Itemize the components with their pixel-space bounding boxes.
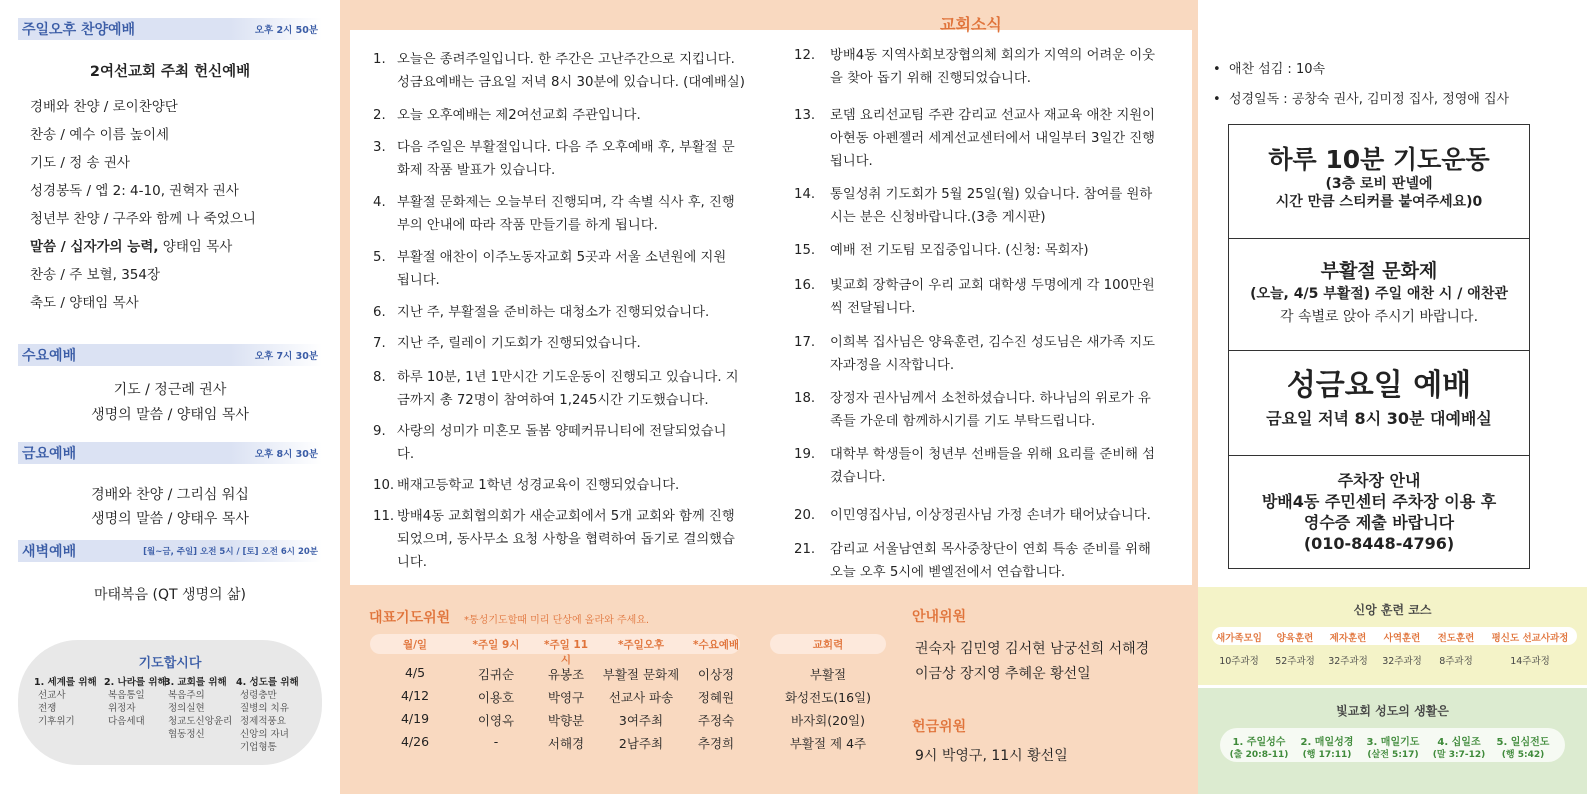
news-item-line: 다. [397,447,415,462]
sermon-title: 말씀 / 십자가의 능력, [30,239,159,255]
member-life-ref: (살전 5:17) [1367,750,1419,760]
prayer-topic-world [34,676,97,728]
news-item-line: 니다. [397,555,427,570]
news-item-line: 겼습니다. [830,470,886,485]
news-item-line: 이희복 집사님은 양육훈련, 김수진 성도님은 새가족 지도 [830,335,1156,350]
prayer-leaders-title: 대표기도위원 [369,610,451,626]
table-cell: 4/26 [400,734,430,749]
table-cell: 정혜원 [697,690,735,705]
table-cell: - [493,734,499,749]
news-item-number: 4. [373,195,386,210]
training-course-name: 제자훈련 [1329,633,1367,644]
friday-worship-header [18,442,322,464]
news-item-line: 감리교 서울남연회 목사중창단이 연회 특송 준비를 위해 [830,542,1151,557]
table-cell: 이용호 [477,690,515,705]
table-cell: 바자회(20일) [791,713,865,728]
prayer-line: 다음세대 [108,716,145,727]
table-header-cell: 교회력 [812,639,844,651]
order-item: 경배와 찬양 / 로이찬양단 [30,99,178,115]
prayer-topic-head: 2. 나라를 위해 [104,677,167,688]
news-item-line: 하루 10분, 1년 1만시간 기도운동이 진행되고 있습니다. 지 [397,370,739,385]
prayer-movement-title: 하루 10분 기도운동 [1268,145,1490,174]
news-item-number: 10. [373,478,395,493]
news-item-number: 1. [373,52,386,67]
news-item-number: 13. [794,108,816,123]
news-item [373,136,765,182]
news-item [794,44,1184,90]
prayer-line: 선교사 [38,690,66,701]
news-item-line: 화제 작품 발표가 있습니다. [397,163,556,178]
member-life-ref: (행 5:42) [1501,750,1545,760]
news-item [373,301,765,324]
order-item: 기도 / 정 송 권사 [30,155,130,171]
news-item-line: 됩니다. [830,154,873,169]
news-item-line: 오늘은 종려주일입니다. 한 주간은 고난주간으로 지킵니다. [397,52,735,67]
table-header-cell: *주일 9시 [472,639,520,651]
news-item-line: 성금요예배는 금요일 저녁 8시 30분에 있습니다. (대예배실) [397,75,745,90]
parking-line: 방배4동 주민센터 주차장 이용 후 [1261,492,1497,511]
news-item-number: 12. [794,48,816,63]
news-item-line: 이민영집사님, 이상정권사님 가정 손녀가 태어났습니다. [830,508,1151,523]
training-course-name: 사역훈련 [1383,633,1421,644]
prayer-line: 성령충만 [240,690,277,701]
news-item-line: 오늘 오후 5시에 벧엘전에서 연습합니다. [830,565,1066,580]
news-item-line: 장정자 권사님께서 소천하셨습니다. 하나님의 위로가 유 [830,391,1151,406]
news-item-number: 9. [373,424,386,439]
news-item-line: 되었으며, 동사무소 요청 사항을 협력하여 돕기로 결의했습 [397,532,735,547]
table-header-cell: 월/일 [402,639,428,651]
news-item-number: 5. [373,250,386,265]
prayer-line: 기후위기 [38,716,75,727]
training-course-duration: 8주과정 [1439,656,1473,667]
good-friday-title: 성금요일 예배 [1286,368,1472,403]
member-life-ref: (말 3:7-12) [1432,750,1486,760]
news-item [373,420,765,466]
prayer-line: 신앙의 자녀 [240,729,289,740]
table-cell: 박향분 [547,713,585,728]
member-life-panel [1198,688,1587,794]
news-item-line: 아현동 아펜젤러 세계선교센터에서 내일부터 3일간 진행 [830,131,1156,146]
prayer-topic-head: 4. 성도를 위해 [236,677,299,688]
member-life-item: 3. 매일기도 [1366,737,1420,748]
training-course-duration: 32주과정 [1328,656,1368,667]
prayer-movement-cell [1229,125,1529,239]
table-cell: 이영옥 [477,713,515,728]
table-cell: 박영구 [547,690,585,705]
news-item-line: 됩니다. [397,273,440,288]
dawn-worship-header [18,540,322,562]
prayer-leaders-note: *통성기도할때 미리 단상에 올라와 주세요. [464,615,650,626]
ushers-title: 안내위원 [912,609,967,625]
order-item: 축도 / 양태임 목사 [30,295,139,311]
order-item: 찬송 / 예수 이름 높이세 [30,127,170,143]
table-cell: 화성전도(16일) [784,690,872,705]
prayer-topic-church [164,676,232,741]
good-friday-time: 금요일 저녁 8시 30분 대예배실 [1266,409,1492,428]
news-item [373,332,765,355]
prayer-topics [18,640,322,765]
prayer-topic-head: 1. 세계를 위해 [34,677,97,688]
easter-festival-line1: (오늘, 4/5 부활절) 주일 애찬 시 / 애찬관 [1250,286,1508,302]
parking-phone: (010-8448-4796) [1303,534,1455,553]
ushers-line: 이금상 장지영 추혜운 황선일 [915,666,1091,682]
offering-text: 9시 박영구, 11시 황선일 [915,748,1068,764]
easter-festival-cell [1229,239,1529,351]
news-item-line: 금까지 총 72명이 참여하여 1,245시간 기도했습니다. [397,393,709,408]
news-item [373,246,765,292]
table-cell: 2남주최 [618,736,664,751]
news-item-line: 로뎀 요리선교팀 주관 감리교 선교사 재교육 애찬 지원이 [830,108,1156,123]
news-item-line: 시는 분은 신청바랍니다.(3층 게시판) [830,210,1046,225]
friday-item: 생명의 말씀 / 양태우 목사 [91,511,249,527]
wednesday-item: 생명의 말씀 / 양태임 목사 [91,407,249,423]
news-item [794,274,1184,320]
parking-cell [1229,456,1529,568]
good-friday-cell [1229,351,1529,456]
member-life-item: 5. 일심전도 [1496,737,1550,748]
news-item-line: 지난 주, 부활절을 준비하는 대청소가 진행되었습니다. [397,305,710,320]
parking-line: 영수증 제출 바랍니다 [1303,513,1455,532]
news-item [794,104,1184,173]
training-course-name: 평신도 선교사과정 [1491,633,1569,644]
training-course-name: 양육훈련 [1276,633,1314,644]
prayer-line: 전쟁 [38,703,57,714]
ushers-line: 권숙자 김민영 김서현 남궁선희 서해경 [915,641,1150,657]
news-item [794,183,1184,229]
news-item-number: 20. [794,508,816,523]
prayer-topic-nation [104,676,167,728]
prayer-line: 질병의 치유 [240,703,289,714]
news-item-line: 방배4동 지역사회보장협의체 회의가 지역의 어려운 이웃 [830,48,1156,63]
order-item: 찬송 / 주 보혈, 354장 [30,267,161,283]
news-item-line: 부활절 애찬이 이주노동자교회 5곳과 서울 소년원에 지원 [397,250,727,265]
table-cell: 부활절 [809,667,847,682]
church-news-title: 교회소식 [940,15,1002,34]
order-item-sermon [30,235,232,255]
news-item [373,104,765,127]
friday-worship-title: 금요예배 [22,446,77,462]
news-item-line: 자과정을 시작합니다. [830,358,955,373]
easter-festival-title: 부활절 문화제 [1320,260,1438,282]
table-header-cell: *주일오후 [617,639,665,651]
news-item-line: 지난 주, 릴레이 기도회가 진행되었습니다. [397,336,641,351]
news-item-line: 부활절 문화제는 오늘부터 진행되며, 각 속별 식사 후, 진행 [397,195,735,210]
table-header-cell: *주일 11시 [543,639,589,666]
bullet-item: • 애찬 섬김 : 10속 [1213,62,1326,77]
news-item-number: 11. [373,509,395,524]
news-item-line: 방배4동 교회협의회가 새순교회에서 5개 교회와 함께 진행 [397,509,735,524]
news-item-line: 족들 가운데 함께하시기를 기도 부탁드립니다. [830,414,1096,429]
news-item-number: 19. [794,447,816,462]
table-cell: 유봉조 [547,667,585,682]
training-course-name: 새가족모임 [1216,633,1262,644]
prayer-topic-head: 3. 교회를 위해 [164,677,227,688]
friday-item: 경배와 찬양 / 그리심 워십 [91,487,249,503]
news-item-number: 2. [373,108,386,123]
wednesday-worship-header [18,344,322,366]
news-item [373,191,765,237]
dawn-worship-time: [월~금, 주일] 오전 5시 / [토] 오전 6시 20분 [143,547,318,557]
prayer-line: 복음통일 [108,690,145,701]
training-course-panel [1198,587,1587,685]
news-item-line: 배재고등학교 1학년 성경교육이 진행되었습니다. [397,478,680,493]
news-item [794,504,1184,527]
news-item [794,387,1184,433]
training-course-duration: 32주과정 [1382,656,1422,667]
wednesday-item: 기도 / 정근례 권사 [113,382,227,398]
bullet-text: 애찬 섬김 : 10속 [1228,62,1326,77]
friday-worship-time: 오후 8시 30분 [254,449,318,460]
bullet-item: • 성경일독 : 공창숙 권사, 김미정 집사, 정영애 집사 [1213,92,1510,107]
news-item-line: 통일성취 기도회가 5월 25일(월) 있습니다. 참여를 원하 [830,187,1153,202]
prayer-line: 협동정신 [168,729,205,740]
news-item-line: 을 찾아 돕기 위해 진행되었습니다. [830,71,1031,86]
training-course-name: 전도훈련 [1437,633,1475,644]
training-course-duration: 10주과정 [1219,656,1259,667]
bullet-text: 성경일독 : 공창숙 권사, 김미정 집사, 정영애 집사 [1228,92,1510,107]
member-life-ref: (행 17:11) [1302,750,1352,760]
news-item [373,366,765,412]
prayer-line: 복음주의 [168,690,205,701]
table-cell: 김귀순 [477,667,515,682]
sunday-worship-time: 오후 2시 50분 [254,25,318,36]
prayer-line: 정의실현 [168,703,205,714]
news-item [794,331,1184,377]
dawn-item: 마태복음 (QT 생명의 삶) [93,587,247,603]
prayer-line: 기업형통 [240,742,277,753]
news-item [794,538,1184,584]
offering-title: 헌금위원 [912,719,967,735]
sunday-worship-title: 주일오후 찬양예배 [22,22,136,38]
wednesday-worship-title: 수요예배 [22,348,77,364]
prayer-movement-line2: 시간 만큼 스티커를 붙여주세요)0 [1275,194,1483,210]
table-cell: 선교사 파송 [608,690,674,705]
dawn-worship-title: 새벽예배 [22,544,77,560]
news-item-line: 대학부 학생들이 청년부 선배들을 위해 요리를 준비해 섬 [830,447,1156,462]
news-item-line: 빛교회 장학금이 우리 교회 대학생 두명에게 각 100만원 [830,278,1155,293]
news-item [794,239,1184,262]
sunday-worship-heading: 2여선교회 주최 헌신예배 [89,64,251,80]
order-item: 청년부 찬양 / 구주와 함께 나 죽었으니 [30,211,256,227]
sermon-preacher: 양태임 목사 [158,239,233,255]
member-life-ref: (출 20:8-11) [1229,750,1289,760]
news-item [373,48,765,94]
training-course-duration: 52주과정 [1275,656,1315,667]
table-cell: 4/12 [400,688,430,703]
news-item-line: 부의 안내에 따라 작품 만들기를 하게 됩니다. [397,218,658,233]
training-course-title: 신앙 훈련 코스 [1353,603,1432,617]
news-item-line: 다음 주일은 부활절입니다. 다음 주 오후예배 후, 부활절 문 [397,140,735,155]
table-cell: 주정숙 [697,713,735,728]
member-life-item: 4. 십일조 [1437,737,1481,748]
prayer-line: 청교도신앙윤리 [168,716,233,727]
news-item [373,505,765,574]
table-cell: 4/5 [404,665,426,680]
easter-festival-line2: 각 속별로 앉아 주시기 바랍니다. [1279,309,1479,325]
news-item-line: 오늘 오후예배는 제2여선교회 주관입니다. [397,108,641,123]
prayer-topic-members [236,676,299,754]
prayer-line: 정제적풍요 [240,716,286,727]
announcement-box [1228,124,1530,569]
wednesday-worship-time: 오후 7시 30분 [254,351,318,362]
news-item-number: 15. [794,243,816,258]
parking-title: 주차장 안내 [1337,471,1421,490]
table-cell: 4/19 [400,711,430,726]
table-cell: 부활절 제 4주 [789,736,867,751]
table-cell: 서해경 [547,736,585,751]
table-header-cell: *수요예배 [692,639,740,651]
training-course-duration: 14주과정 [1510,656,1550,667]
member-life-item: 2. 매일성경 [1300,737,1354,748]
member-life-title: 빛교회 성도의 생활은 [1336,704,1449,718]
news-item-number: 14. [794,187,816,202]
news-item-number: 3. [373,140,386,155]
member-life-item: 1. 주일성수 [1232,737,1286,748]
table-cell: 3여주최 [618,713,664,728]
news-item-number: 7. [373,336,386,351]
news-item-line: 사랑의 성미가 미혼모 돌봄 양떼커뮤니티에 전달되었습니 [397,424,727,439]
news-item-line: 씩 전달됩니다. [830,301,916,316]
news-item-number: 6. [373,305,386,320]
table-cell: 추경희 [697,736,735,751]
news-item-number: 8. [373,370,386,385]
news-item-number: 18. [794,391,816,406]
table-cell: 이상정 [697,667,735,682]
prayer-movement-line1: (3층 로비 판넬에 [1325,176,1433,192]
prayer-line: 위정자 [108,703,136,714]
news-item-number: 21. [794,542,816,557]
table-cell: 부활절 문화제 [602,667,680,682]
prayer-topics-title: 기도합시다 [138,656,202,671]
news-item-line: 예배 전 기도팀 모집중입니다. (신청: 목회자) [830,243,1089,258]
news-item [794,443,1184,489]
order-item: 성경봉독 / 엡 2: 4-10, 권혁자 권사 [30,183,239,199]
news-item-number: 17. [794,335,816,350]
worship-schedule-column [0,0,340,794]
news-item [373,474,765,497]
sunday-worship-header [18,18,322,40]
news-item-number: 16. [794,278,816,293]
